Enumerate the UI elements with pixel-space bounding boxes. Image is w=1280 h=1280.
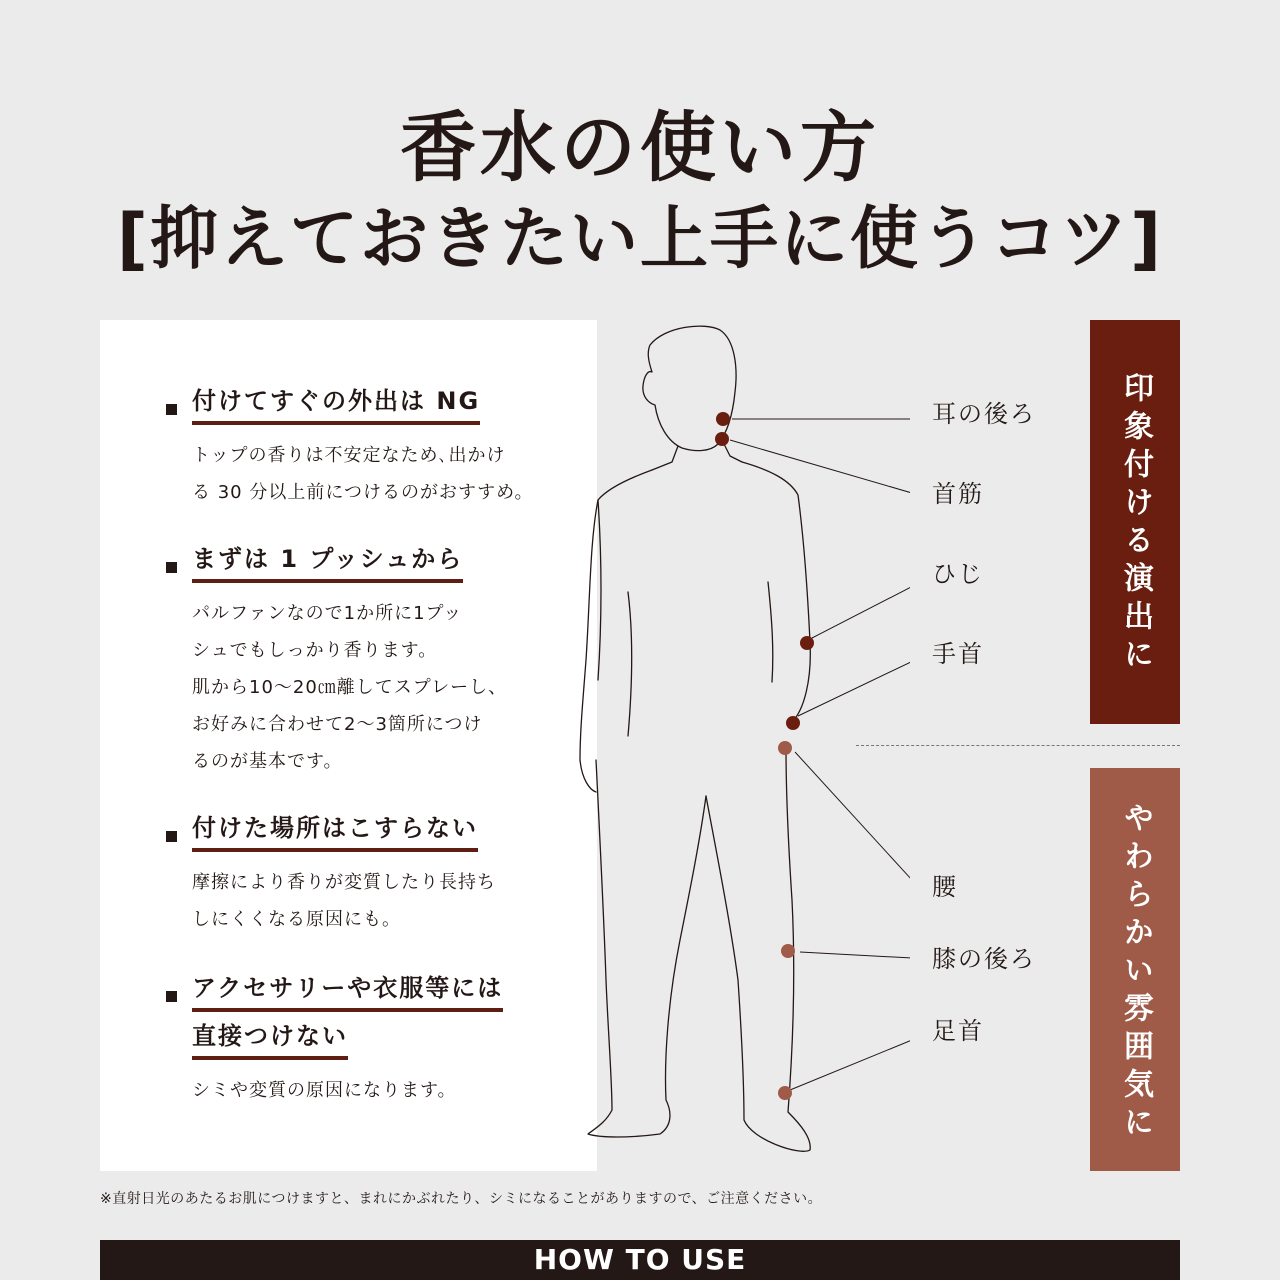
tip-body: パルファンなので1か所に1プッ シュでもしっかり香ります。 肌から10〜20㎝離してスプレーし、 お好みに合わせて2〜3箇所につけ るのが基本です。 [192, 603, 508, 772]
tip-heading: まずは 1 プッシュから [192, 543, 463, 583]
label-ankle: 足首 [932, 1017, 984, 1045]
point-knee-marker [781, 944, 795, 958]
tip-4 [166, 972, 503, 1109]
point-neck-marker [715, 432, 729, 446]
man-silhouette-icon [570, 320, 910, 1180]
point-wrist-marker [786, 716, 800, 730]
caution-note: ※直射日光のあたるお肌につけますと、まれにかぶれたり、シミになることがありますので、ご注意ください。 [100, 1191, 823, 1207]
label-behind-ear: 耳の後ろ [932, 400, 1036, 428]
divider-dashed [856, 745, 1180, 746]
page-subtitle: [抑えておきたい上手に使うコツ] [116, 200, 1164, 279]
tip-body: シミや変質の原因になります。 [192, 1080, 457, 1101]
point-ankle-marker [778, 1086, 792, 1100]
point-ear-marker [716, 412, 730, 426]
category-upper-box [1090, 320, 1180, 724]
tip-2 [166, 543, 507, 780]
category-lower-label: やわらかい雰囲気に [1118, 802, 1153, 1144]
category-lower-box [1090, 768, 1180, 1171]
tip-body: 摩擦により香りが変質したり長持ち しにくくなる原因にも。 [192, 872, 496, 930]
square-bullet-icon [166, 404, 177, 415]
category-upper-label: 印象付ける演出に [1118, 372, 1153, 676]
tip-heading-line-2: 直接つけない [192, 1020, 348, 1060]
label-neck: 首筋 [932, 480, 984, 508]
tip-1 [166, 385, 533, 511]
tip-3 [166, 812, 496, 938]
label-waist: 腰 [932, 873, 958, 901]
label-behind-knee: 膝の後ろ [932, 945, 1036, 973]
tip-heading: 付けた場所はこすらない [192, 812, 478, 852]
page-title: 香水の使い方 [400, 103, 880, 192]
footer-banner: HOW TO USE [100, 1240, 1180, 1280]
point-waist-marker [778, 741, 792, 755]
point-elbow-marker [800, 636, 814, 650]
tip-body: トップの香りは不安定なため､出かけ る 30 分以上前につけるのがおすすめ。 [192, 445, 534, 503]
tip-heading: アクセサリーや衣服等には [192, 972, 503, 1012]
square-bullet-icon [166, 991, 177, 1002]
label-wrist: 手首 [932, 640, 984, 668]
label-elbow: ひじ [932, 560, 984, 588]
square-bullet-icon [166, 562, 177, 573]
tip-heading: 付けてすぐの外出は NG [192, 385, 480, 425]
square-bullet-icon [166, 831, 177, 842]
